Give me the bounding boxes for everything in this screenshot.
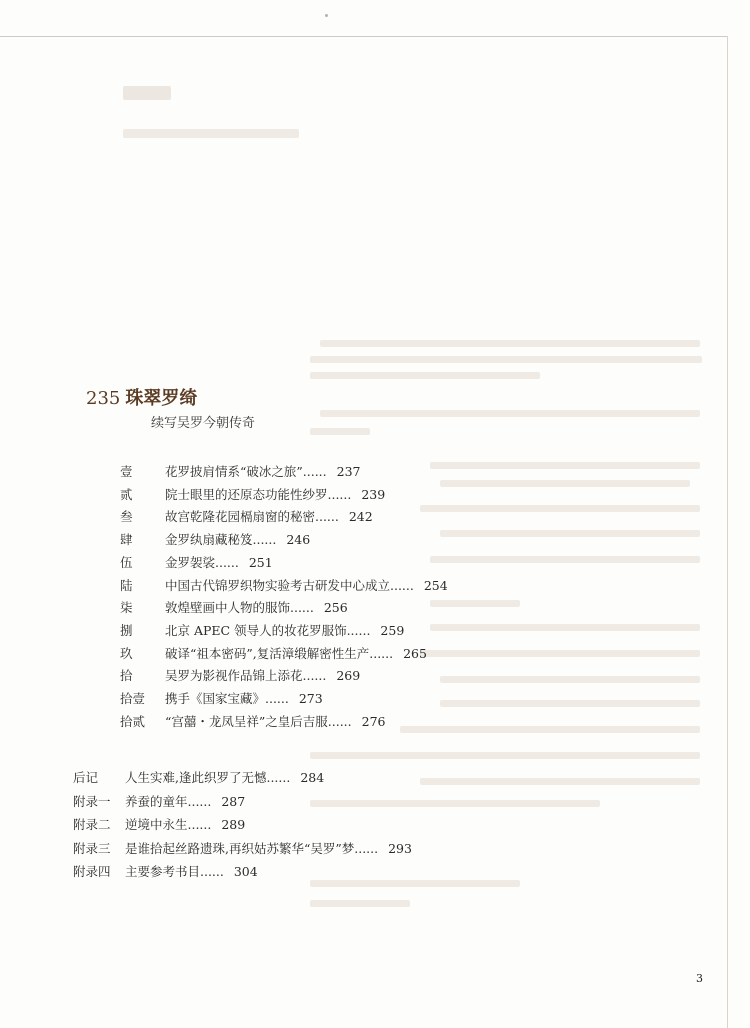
toc-page: 269 <box>336 668 361 684</box>
bleed-through-mark <box>123 86 171 100</box>
toc-page: 239 <box>361 486 386 502</box>
toc-page: 256 <box>323 600 348 616</box>
toc-index: 捌 <box>120 622 133 638</box>
toc-page: 276 <box>361 713 386 729</box>
toc-page: 254 <box>423 577 448 593</box>
toc-page: 251 <box>248 554 273 570</box>
toc-title: 花罗披肩情系“破冰之旅”...... <box>165 464 327 479</box>
bleed-through-mark <box>320 410 700 417</box>
toc-index: 肆 <box>120 532 133 548</box>
bleed-through-mark <box>430 462 700 469</box>
bleed-through-mark <box>440 676 700 683</box>
bleed-through-mark <box>420 778 700 785</box>
bleed-through-mark <box>440 530 700 537</box>
bleed-through-mark <box>420 650 700 657</box>
appendix-title: 逆境中永生...... <box>125 817 212 832</box>
bleed-through-mark <box>430 624 700 631</box>
chapter-page-number: 235 <box>86 388 121 409</box>
appendix-page: 304 <box>233 864 258 879</box>
toc-title: 破译“祖本密码”,复活漳缎解密性生产...... <box>165 645 394 661</box>
toc-index: 陆 <box>120 577 133 593</box>
top-rule <box>0 36 728 37</box>
appendix-index: 附录四 <box>73 864 111 879</box>
toc-title: 敦煌壁画中人物的服饰...... <box>165 600 314 616</box>
appendix-index: 附录一 <box>73 793 111 809</box>
toc-page: 259 <box>380 622 405 638</box>
bleed-through-mark <box>310 372 540 379</box>
toc-page: 273 <box>298 691 323 706</box>
bleed-through-mark <box>310 900 410 907</box>
page-number: 3 <box>696 972 703 985</box>
appendix-page: 293 <box>388 840 412 856</box>
toc-title: 北京 APEC 领导人的妆花罗服饰...... <box>165 622 371 638</box>
bleed-through-mark <box>440 480 690 487</box>
print-mark <box>325 14 328 17</box>
toc-title: 院士眼里的还原态功能性纱罗...... <box>165 486 352 502</box>
toc-title: 吴罗为影视作品锦上添花...... <box>165 668 327 684</box>
bleed-through-mark <box>123 129 299 138</box>
appendix-page: 287 <box>221 793 246 809</box>
toc-page: 265 <box>403 645 427 661</box>
bleed-through-mark <box>310 752 700 759</box>
appendix-index: 附录二 <box>73 817 111 832</box>
bleed-through-mark <box>430 600 520 607</box>
toc-index: 拾壹 <box>120 691 146 706</box>
appendix-title: 主要参考书目...... <box>125 864 224 879</box>
toc-title: “宫囍・龙凤呈祥”之皇后吉服...... <box>165 713 352 729</box>
bleed-through-mark <box>310 356 702 363</box>
appendix-title: 是谁拾起丝路遗珠,再织姑苏繁华“吴罗”梦...... <box>125 840 379 856</box>
appendix-title: 养蚕的童年...... <box>125 793 212 809</box>
toc-page: 237 <box>336 464 361 479</box>
toc-page: 246 <box>286 532 311 548</box>
toc-title: 中国古代锦罗织物实验考古研发中心成立...... <box>165 577 414 593</box>
toc-index: 贰 <box>120 486 133 502</box>
toc-title: 携手《国家宝藏》...... <box>165 691 289 706</box>
toc-index: 玖 <box>120 645 133 661</box>
appendix-index: 后记 <box>73 770 99 785</box>
appendix-index: 附录三 <box>73 840 111 856</box>
chapter-title: 珠翠罗绮 <box>125 388 198 409</box>
bleed-through-mark <box>310 800 600 807</box>
appendix-page: 289 <box>221 817 246 832</box>
appendix-page: 284 <box>300 770 325 785</box>
toc-index: 拾 <box>120 668 133 684</box>
bleed-through-mark <box>400 726 700 733</box>
bleed-through-mark <box>310 428 370 435</box>
toc-title: 金罗纨扇藏秘笈...... <box>165 532 277 548</box>
toc-page: 242 <box>348 509 373 525</box>
bleed-through-mark <box>320 340 700 347</box>
chapter-heading <box>86 384 197 410</box>
bleed-through-mark <box>430 556 700 563</box>
chapter-subtitle: 续写吴罗今朝传奇 <box>151 416 256 431</box>
toc-title: 金罗袈裟...... <box>165 554 239 570</box>
toc-index: 拾贰 <box>120 713 146 729</box>
bleed-through-mark <box>440 700 700 707</box>
toc-index: 叁 <box>120 509 133 525</box>
toc-index: 壹 <box>120 464 133 479</box>
toc-index: 柒 <box>120 600 133 616</box>
appendix-title: 人生实难,逢此织罗了无憾...... <box>125 770 291 785</box>
toc-title: 故宫乾隆花园槅扇窗的秘密...... <box>165 509 339 525</box>
toc-index: 伍 <box>120 554 133 570</box>
bleed-through-mark <box>420 505 700 512</box>
right-rule <box>727 36 728 1028</box>
bleed-through-mark <box>310 880 520 887</box>
